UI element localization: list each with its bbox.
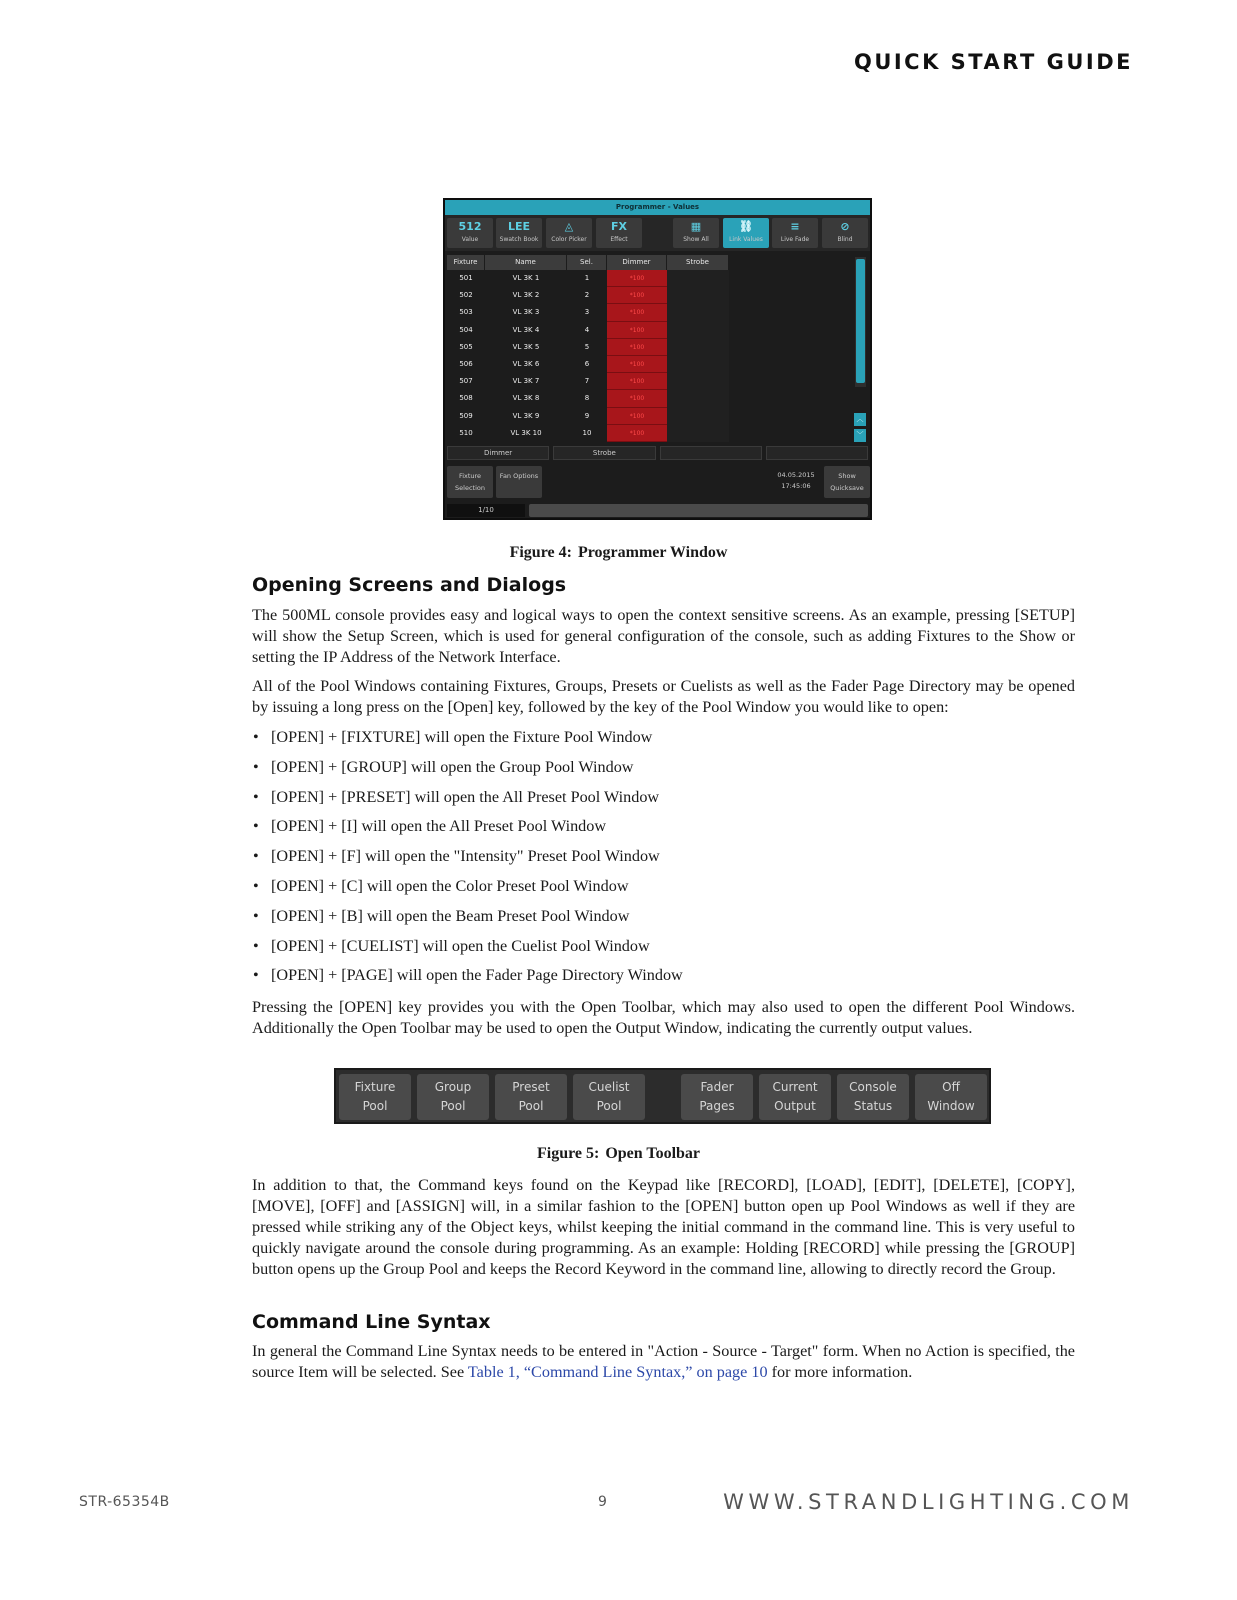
swatch-book-label: Swatch Book bbox=[499, 236, 539, 243]
sel-cell: 1 bbox=[584, 274, 590, 282]
paragraph-command-line-syntax bbox=[252, 1341, 1075, 1383]
live-fade-label: Live Fade bbox=[780, 236, 810, 243]
dimmer-cell[interactable]: *100 bbox=[607, 390, 667, 407]
column-header-strobe[interactable]: Strobe bbox=[667, 255, 729, 270]
dimmer-cell[interactable]: *100 bbox=[607, 304, 667, 321]
fixture-cell: 510 bbox=[459, 428, 473, 437]
fixture-cell: 508 bbox=[459, 394, 473, 403]
list-item: • [OPEN] + [CUELIST] will open the Cuelist Pool Window bbox=[252, 936, 1075, 966]
fixture-cell: 501 bbox=[459, 274, 473, 282]
fixture-pool-button[interactable] bbox=[339, 1074, 411, 1120]
dimmer-cell[interactable]: *100 bbox=[607, 425, 667, 442]
strobe-cell[interactable] bbox=[667, 339, 729, 356]
programmer-window-title: Programmer - Values bbox=[445, 200, 870, 215]
footer-page-number: 9 bbox=[598, 1494, 607, 1510]
fixture-selection-button[interactable]: Fixture Selection bbox=[447, 466, 493, 498]
syntax-text-before: In general the Command Line Syntax needs to be entered in "Action - Source - Target" form. When no Action is specified, the source Item will be selected. See bbox=[252, 1342, 1075, 1381]
scrollbar-thumb[interactable] bbox=[856, 259, 865, 383]
figure-4-caption bbox=[0, 544, 1237, 562]
table-row[interactable] bbox=[447, 270, 855, 287]
fixture-cell: 502 bbox=[459, 291, 473, 300]
table-row[interactable] bbox=[447, 390, 855, 407]
paragraph-open-toolbar: Pressing the [OPEN] key provides you with the Open Toolbar, which may also used to open the different Pool Windows. Additionally the Open Toolbar may be used to open the Output Window, indicating the currently output values. bbox=[252, 998, 1075, 1037]
link-icon: ⛓ bbox=[739, 220, 753, 233]
effect-label: Effect bbox=[610, 236, 628, 243]
list-item: • [OPEN] + [FIXTURE] will open the Fixture Pool Window bbox=[252, 727, 1075, 757]
fixture-cell: 504 bbox=[459, 325, 473, 334]
lee-swatch-icon: LEE bbox=[507, 220, 531, 233]
column-header-name[interactable]: Name bbox=[485, 255, 567, 270]
show-all-label: Show All bbox=[683, 236, 709, 243]
preset-pool-line1: Preset bbox=[512, 1080, 550, 1094]
preset-pool-button[interactable] bbox=[495, 1074, 567, 1120]
value-button[interactable] bbox=[447, 218, 493, 248]
column-header-fixture[interactable]: Fixture bbox=[447, 255, 485, 270]
fan-options-button[interactable]: Fan Options bbox=[496, 466, 542, 498]
footer-website: WWW.STRANDLIGHTING.COM bbox=[723, 1490, 1134, 1514]
live-fade-button[interactable] bbox=[772, 218, 818, 248]
figure-5-number: Figure 5: bbox=[536, 1145, 600, 1162]
table-row[interactable] bbox=[447, 287, 855, 304]
page-bar[interactable] bbox=[529, 504, 868, 517]
scroll-up-icon[interactable]: ︿ bbox=[854, 413, 866, 426]
dimmer-cell[interactable]: *100 bbox=[607, 322, 667, 339]
fader-pages-line1: Fader bbox=[700, 1080, 734, 1094]
console-status-line2: Status bbox=[853, 1099, 893, 1113]
table-row[interactable] bbox=[447, 304, 855, 321]
list-item: • [OPEN] + [C] will open the Color Preset Pool Window bbox=[252, 876, 1075, 906]
column-header-dimmer[interactable]: Dimmer bbox=[607, 255, 667, 270]
current-output-line2: Output bbox=[774, 1099, 816, 1113]
strobe-cell[interactable] bbox=[667, 390, 729, 407]
blind-label: Blind bbox=[837, 236, 853, 243]
list-item: • [OPEN] + [F] will open the "Intensity" Preset Pool Window bbox=[252, 846, 1075, 876]
attribute-strobe-button[interactable]: Strobe bbox=[553, 446, 655, 460]
column-header-sel[interactable]: Sel. bbox=[567, 255, 607, 270]
fixture-cell: 506 bbox=[459, 359, 473, 368]
dimmer-cell[interactable]: *100 bbox=[607, 356, 667, 373]
preset-pool-line2: Pool bbox=[518, 1099, 544, 1113]
color-picker-button[interactable] bbox=[546, 218, 592, 248]
name-cell: VL 3K 4 bbox=[512, 325, 540, 334]
off-window-button[interactable] bbox=[915, 1074, 987, 1120]
cuelist-pool-line2: Pool bbox=[596, 1099, 622, 1113]
paragraph-pool-windows: All of the Pool Windows containing Fixtures, Groups, Presets or Cuelists as well as the Fader Page Directory may be opened by issuing a long press on the [Open] key, followed by the key of the Pool Window you would like to open: bbox=[252, 677, 1075, 716]
date-time-display bbox=[771, 470, 821, 492]
open-toolbar-screenshot bbox=[334, 1068, 991, 1124]
time-text: 17:45:06 bbox=[781, 482, 811, 490]
console-status-button[interactable] bbox=[837, 1074, 909, 1120]
dimmer-cell[interactable]: *100 bbox=[607, 339, 667, 356]
current-output-button[interactable] bbox=[759, 1074, 831, 1120]
list-item: • [OPEN] + [GROUP] will open the Group Pool Window bbox=[252, 757, 1075, 787]
paragraph-command-keys: In addition to that, the Command keys found on the Keypad like [RECORD], [LOAD], [EDIT], [DELETE], [COPY], [MOVE], [OFF] and [ASSIGN] will, in a similar fashion to the [OPEN] button open up Pool Windows as well if they are pressed while striking any of the Object keys, whilst keeping the initial command in the command line. This is very useful to quickly navigate around the console during programming. As an example: Holding [RECORD] while pressing the [GROUP] button opens up the Group Pool and keeps the Record Keyword in the command line, allowing to directly record the Group. bbox=[252, 1176, 1075, 1278]
list-item: • [OPEN] + [I] will open the All Preset Pool Window bbox=[252, 816, 1075, 846]
footer-doc-id: STR-65354B bbox=[79, 1494, 170, 1510]
fx-icon: FX bbox=[611, 220, 627, 233]
sel-cell: 7 bbox=[584, 377, 590, 386]
sel-cell: 6 bbox=[584, 359, 590, 368]
name-cell: VL 3K 8 bbox=[512, 394, 540, 403]
programmer-values-table bbox=[447, 255, 855, 442]
list-item: • [OPEN] + [PAGE] will open the Fader Page Directory Window bbox=[252, 965, 1075, 995]
table-row[interactable] bbox=[447, 339, 855, 356]
blind-icon: ⊘ bbox=[840, 220, 850, 233]
name-cell: VL 3K 5 bbox=[512, 342, 540, 351]
section-heading-opening-screens: Opening Screens and Dialogs bbox=[252, 574, 567, 596]
color-picker-label: Color Picker bbox=[551, 236, 587, 243]
dimmer-cell[interactable]: *100 bbox=[607, 287, 667, 304]
table-1-link[interactable]: Table 1, “Command Line Syntax,” on page 10 bbox=[467, 1363, 768, 1381]
fixture-cell: 507 bbox=[459, 377, 473, 386]
attribute-empty-button[interactable] bbox=[660, 446, 762, 460]
fixture-cell: 503 bbox=[459, 308, 473, 317]
effect-button[interactable] bbox=[596, 218, 642, 248]
name-cell: VL 3K 10 bbox=[510, 428, 542, 437]
sel-cell: 2 bbox=[584, 291, 590, 300]
strobe-cell[interactable] bbox=[667, 304, 729, 321]
sel-cell: 10 bbox=[582, 428, 592, 437]
dimmer-cell[interactable]: *100 bbox=[607, 373, 667, 390]
name-cell: VL 3K 1 bbox=[512, 274, 540, 282]
sel-cell: 4 bbox=[584, 325, 590, 334]
off-window-line1: Off bbox=[942, 1080, 960, 1094]
figure-4-number: Figure 4: bbox=[509, 544, 572, 561]
fixture-pool-line1: Fixture bbox=[354, 1080, 396, 1094]
cuelist-pool-line1: Cuelist bbox=[588, 1080, 630, 1094]
list-item: • [OPEN] + [PRESET] will open the All Preset Pool Window bbox=[252, 787, 1075, 817]
sel-cell: 9 bbox=[584, 411, 590, 420]
strobe-cell[interactable] bbox=[667, 270, 729, 287]
current-output-line1: Current bbox=[772, 1080, 818, 1094]
page-indicator: 1/10 bbox=[447, 504, 525, 517]
dimmer-cell[interactable]: *100 bbox=[607, 408, 667, 425]
link-values-label: Link Values bbox=[729, 236, 763, 243]
blind-button[interactable] bbox=[822, 218, 868, 248]
group-pool-line2: Pool bbox=[440, 1099, 466, 1113]
console-status-line1: Console bbox=[849, 1080, 897, 1094]
table-header bbox=[447, 255, 855, 270]
programmer-window-screenshot bbox=[443, 198, 872, 520]
attribute-dimmer-button[interactable]: Dimmer bbox=[447, 446, 549, 460]
programmer-toolbar bbox=[445, 215, 870, 251]
fixture-cell: 505 bbox=[459, 342, 473, 351]
name-cell: VL 3K 7 bbox=[512, 377, 540, 386]
table-row[interactable] bbox=[447, 425, 855, 442]
cuelist-pool-button[interactable] bbox=[573, 1074, 645, 1120]
sel-cell: 8 bbox=[584, 394, 590, 403]
attribute-empty-button[interactable] bbox=[766, 446, 868, 460]
table-row[interactable] bbox=[447, 373, 855, 390]
strobe-cell[interactable] bbox=[667, 322, 729, 339]
table-row[interactable] bbox=[447, 408, 855, 425]
color-picker-icon: ◬ bbox=[564, 220, 574, 233]
show-quicksave-button[interactable]: Show Quicksave bbox=[824, 466, 870, 498]
sel-cell: 5 bbox=[584, 342, 590, 351]
paragraph-intro: The 500ML console provides easy and logical ways to open the context sensitive screens. As an example, pressing [SETUP] will show the Setup Screen, which is used for general configuration of the console, such as adding Fixtures to the Show or setting the IP Address of the Network Interface. bbox=[252, 606, 1075, 666]
show-all-icon: ▦ bbox=[690, 220, 702, 233]
open-shortcuts-list bbox=[252, 727, 1075, 995]
figure-4-title: Programmer Window bbox=[577, 544, 728, 561]
name-cell: VL 3K 2 bbox=[512, 291, 540, 300]
figure-5-caption bbox=[0, 1145, 1237, 1163]
scroll-down-icon[interactable]: ﹀ bbox=[854, 429, 866, 442]
figure-5-title: Open Toolbar bbox=[605, 1145, 701, 1162]
dimmer-cell[interactable]: *100 bbox=[607, 270, 667, 287]
strobe-cell[interactable] bbox=[667, 408, 729, 425]
list-item: • [OPEN] + [B] will open the Beam Preset Pool Window bbox=[252, 906, 1075, 936]
attribute-bar bbox=[447, 446, 868, 460]
page-header-title: QUICK START GUIDE bbox=[853, 50, 1133, 74]
fixture-pool-line2: Pool bbox=[362, 1099, 388, 1113]
sel-cell: 3 bbox=[584, 308, 590, 317]
section-heading-command-line-syntax: Command Line Syntax bbox=[252, 1311, 491, 1333]
fader-pages-button[interactable] bbox=[681, 1074, 753, 1120]
fixture-cell: 509 bbox=[459, 411, 473, 420]
off-window-line2: Window bbox=[927, 1099, 975, 1113]
syntax-text-after: for more information. bbox=[767, 1363, 913, 1381]
show-all-button[interactable] bbox=[673, 218, 719, 248]
name-cell: VL 3K 9 bbox=[512, 411, 540, 420]
strobe-cell[interactable] bbox=[667, 287, 729, 304]
table-row[interactable] bbox=[447, 322, 855, 339]
group-pool-line1: Group bbox=[434, 1080, 472, 1094]
link-values-button[interactable] bbox=[723, 218, 769, 248]
date-text: 04.05.2015 bbox=[777, 471, 815, 479]
live-fade-icon: ≡ bbox=[790, 220, 800, 233]
strobe-cell[interactable] bbox=[667, 425, 729, 442]
group-pool-button[interactable] bbox=[417, 1074, 489, 1120]
value-512-icon: 512 bbox=[458, 220, 482, 233]
fader-pages-line2: Pages bbox=[699, 1099, 735, 1113]
value-button-label: Value bbox=[461, 236, 479, 243]
table-row[interactable] bbox=[447, 356, 855, 373]
strobe-cell[interactable] bbox=[667, 373, 729, 390]
strobe-cell[interactable] bbox=[667, 356, 729, 373]
name-cell: VL 3K 6 bbox=[512, 359, 540, 368]
name-cell: VL 3K 3 bbox=[512, 308, 540, 317]
swatch-book-button[interactable] bbox=[496, 218, 542, 248]
